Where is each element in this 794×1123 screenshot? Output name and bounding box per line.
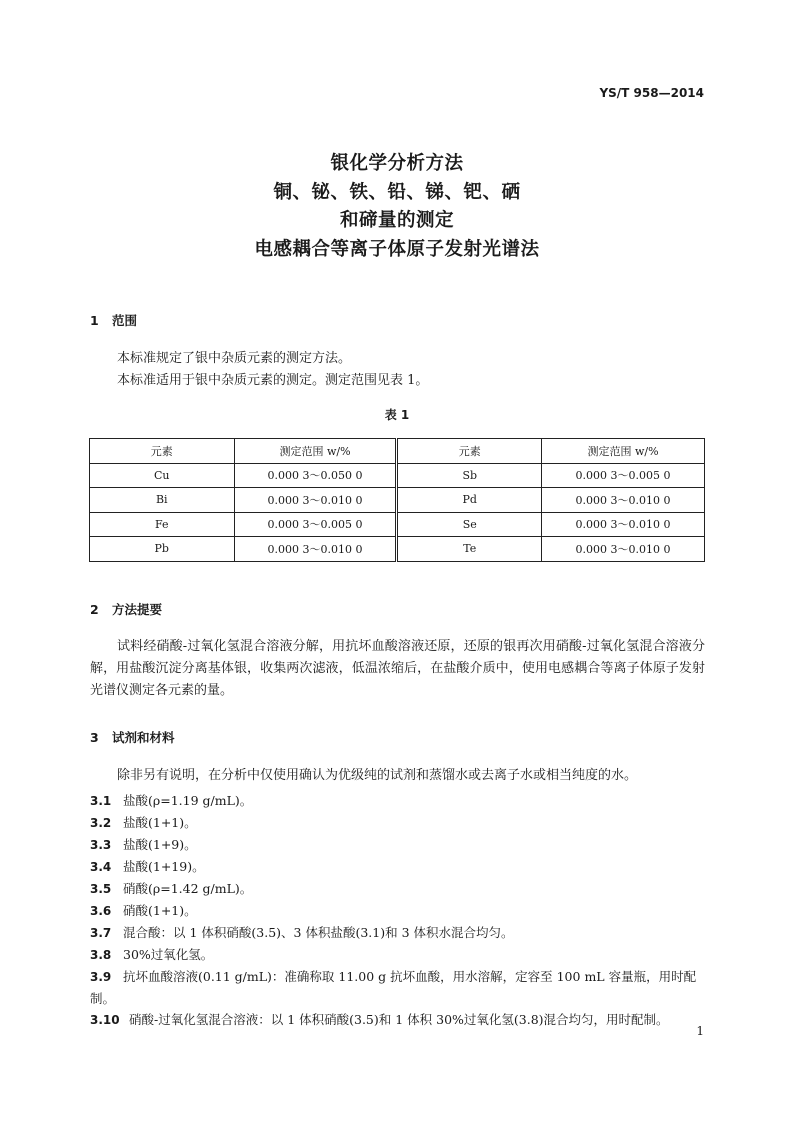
table-row: [90, 512, 705, 537]
list-item: [90, 944, 705, 966]
section-3-heading: [90, 728, 175, 746]
list-item: [90, 856, 705, 878]
item-text: 硝酸(1+1)。: [123, 903, 197, 918]
document-title: [0, 150, 794, 264]
table-cell: Pd: [397, 488, 542, 513]
reagents-intro-paragraph: 除非另有说明，在分析中仅使用确认为优级纯的试剂和蒸馏水或去离子水或相当纯度的水。: [117, 768, 638, 783]
section-2-heading: [90, 600, 162, 618]
table-caption: 表 1: [384, 408, 410, 422]
table-cell: Fe: [90, 512, 235, 537]
list-item: [90, 922, 705, 944]
table-header-cell: 元素: [397, 439, 542, 464]
list-item: [90, 878, 705, 900]
section-number: 2: [90, 602, 99, 617]
table-cell: 0.000 3～0.010 0: [542, 512, 705, 537]
title-line: 和碲量的测定: [339, 210, 454, 231]
item-number: 3.10: [90, 1013, 120, 1027]
item-number: 3.1: [90, 794, 112, 808]
title-line: 银化学分析方法: [330, 153, 464, 174]
title-line: 电感耦合等离子体原子发射光谱法: [254, 238, 540, 260]
table-cell: 0.000 3～0.010 0: [234, 488, 397, 513]
measurement-range-table: [89, 438, 705, 562]
item-text: 硝酸-过氧化氢混合溶液：以 1 体积硝酸(3.5)和 1 体积 30%过氧化氢(3.8)混合均匀，用时配制。: [129, 1012, 669, 1027]
item-number: 3.4: [90, 860, 112, 874]
item-text: 30%过氧化氢。: [123, 947, 214, 962]
table-row: [90, 463, 705, 488]
scope-paragraph: 本标准适用于银中杂质元素的测定。测定范围见表 1。: [117, 373, 429, 388]
table-row: [90, 488, 705, 513]
table-cell: Cu: [90, 463, 235, 488]
list-item: [90, 1009, 705, 1031]
table-header-row: [90, 439, 705, 464]
item-text: 硝酸(ρ=1.42 g/mL)。: [123, 881, 253, 896]
table-cell: Sb: [397, 463, 542, 488]
reagent-list: [90, 790, 705, 1031]
section-title: 试剂和材料: [112, 730, 175, 745]
item-number: 3.9: [90, 970, 112, 984]
page-number: 1: [696, 1024, 704, 1038]
item-number: 3.7: [90, 926, 112, 940]
table-header-cell: 测定范围 w/%: [234, 439, 397, 464]
item-number: 3.5: [90, 882, 112, 896]
item-number: 3.3: [90, 838, 112, 852]
section-number: 3: [90, 730, 99, 745]
list-item: [90, 834, 705, 856]
section-title: 方法提要: [112, 602, 163, 617]
item-text: 混合酸：以 1 体积硝酸(3.5)、3 体积盐酸(3.1)和 3 体积水混合均匀。: [123, 925, 514, 940]
table-cell: 0.000 3～0.010 0: [542, 537, 705, 562]
table-cell: Se: [397, 512, 542, 537]
table-cell: Pb: [90, 537, 235, 562]
list-item: [90, 900, 705, 922]
item-number: 3.2: [90, 816, 112, 830]
table-cell: 0.000 3～0.005 0: [234, 512, 397, 537]
list-item: [90, 966, 705, 1009]
standard-code: YS/T 958—2014: [599, 86, 704, 100]
scope-paragraph: 本标准规定了银中杂质元素的测定方法。: [117, 351, 352, 366]
item-text: 盐酸(1+1)。: [123, 815, 197, 830]
title-line: 铜、铋、铁、铅、锑、钯、硒: [273, 181, 521, 203]
table-header-cell: 测定范围 w/%: [542, 439, 705, 464]
table-cell: Bi: [90, 488, 235, 513]
item-text: 盐酸(1+9)。: [123, 837, 197, 852]
list-item: [90, 790, 705, 812]
table-cell: 0.000 3～0.010 0: [542, 488, 705, 513]
item-number: 3.8: [90, 948, 112, 962]
list-item: [90, 812, 705, 834]
table-cell: 0.000 3～0.005 0: [542, 463, 705, 488]
section-1-heading: [90, 311, 137, 329]
item-text: 盐酸(ρ=1.19 g/mL)。: [123, 793, 253, 808]
table-row: [90, 537, 705, 562]
item-text: 抗坏血酸溶液(0.11 g/mL)：准确称取 11.00 g 抗坏血酸，用水溶解，定容至 100 mL 容量瓶，用时配制。: [90, 969, 697, 1006]
table-header-cell: 元素: [90, 439, 235, 464]
method-summary-paragraph: 试料经硝酸-过氧化氢混合溶液分解，用抗坏血酸溶液还原，还原的银再次用硝酸-过氧化氢混合溶液分解，用盐酸沉淀分离基体银，收集两次滤液，低温浓缩后，在盐酸介质中，使用电感耦合等离子体原子发射光谱仪测定各元素的量。: [90, 639, 705, 698]
item-text: 盐酸(1+19)。: [123, 859, 205, 874]
section-number: 1: [90, 313, 99, 328]
item-number: 3.6: [90, 904, 112, 918]
table-cell: Te: [397, 537, 542, 562]
table-cell: 0.000 3～0.010 0: [234, 537, 397, 562]
section-title: 范围: [112, 313, 138, 328]
table-cell: 0.000 3～0.050 0: [234, 463, 397, 488]
